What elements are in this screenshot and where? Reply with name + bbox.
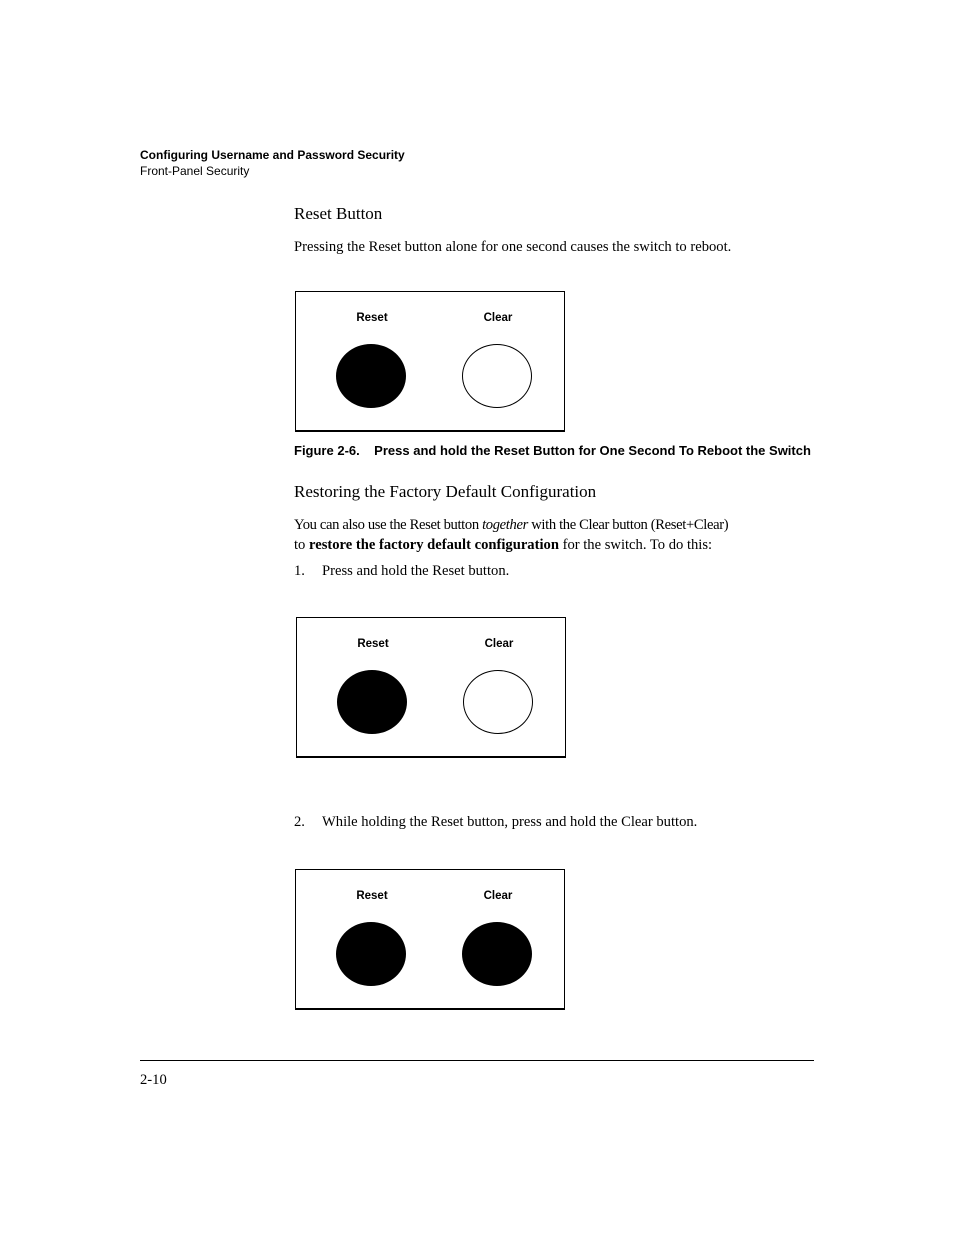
step-2-text: While holding the Reset button, press and hold the Clear button.	[322, 814, 698, 830]
reset-button-paragraph: Pressing the Reset button alone for one second causes the switch to reboot.	[294, 239, 732, 255]
restore-text-b: with the Clear button (Reset+Clear)	[527, 517, 729, 533]
restore-defaults-heading: Restoring the Factory Default Configuration	[294, 482, 597, 501]
clear-button-indicator	[463, 670, 533, 734]
reset-button-indicator	[336, 922, 406, 986]
step-1-number: 1.	[294, 563, 305, 579]
clear-label: Clear	[483, 890, 513, 902]
clear-label: Clear	[484, 638, 514, 650]
reset-button-indicator	[336, 344, 406, 408]
running-header-chapter: Configuring Username and Password Security	[140, 148, 405, 162]
footer-rule	[140, 1060, 814, 1061]
restore-text-a: You can also use the Reset button	[294, 517, 483, 533]
restore-text-bold: restore the factory default configuration	[309, 537, 559, 553]
reset-button-indicator	[337, 670, 407, 734]
restore-paragraph	[294, 515, 814, 555]
restore-paragraph-line-1	[294, 515, 814, 535]
reset-label: Reset	[356, 312, 388, 324]
clear-button-indicator	[462, 922, 532, 986]
page-number: 2-10	[140, 1072, 167, 1088]
restore-text-italic: together	[482, 517, 528, 533]
step-2-number: 2.	[294, 814, 305, 830]
step-1-text: Press and hold the Reset button.	[322, 563, 510, 579]
running-header-section: Front-Panel Security	[140, 164, 250, 178]
reset-button-heading: Reset Button	[294, 204, 383, 223]
front-panel-figure-2	[296, 617, 566, 758]
restore-paragraph-line-2	[294, 535, 814, 555]
clear-button-indicator	[462, 344, 532, 408]
figure-caption: Figure 2-6. Press and hold the Reset Button for One Second To Reboot the Switch	[294, 443, 811, 458]
clear-label: Clear	[483, 312, 513, 324]
restore-text-c: to	[294, 537, 309, 553]
reset-label: Reset	[357, 638, 389, 650]
front-panel-figure-1	[295, 291, 565, 432]
restore-text-d: for the switch. To do this:	[558, 537, 713, 553]
front-panel-figure-3	[295, 869, 565, 1010]
reset-label: Reset	[356, 890, 388, 902]
